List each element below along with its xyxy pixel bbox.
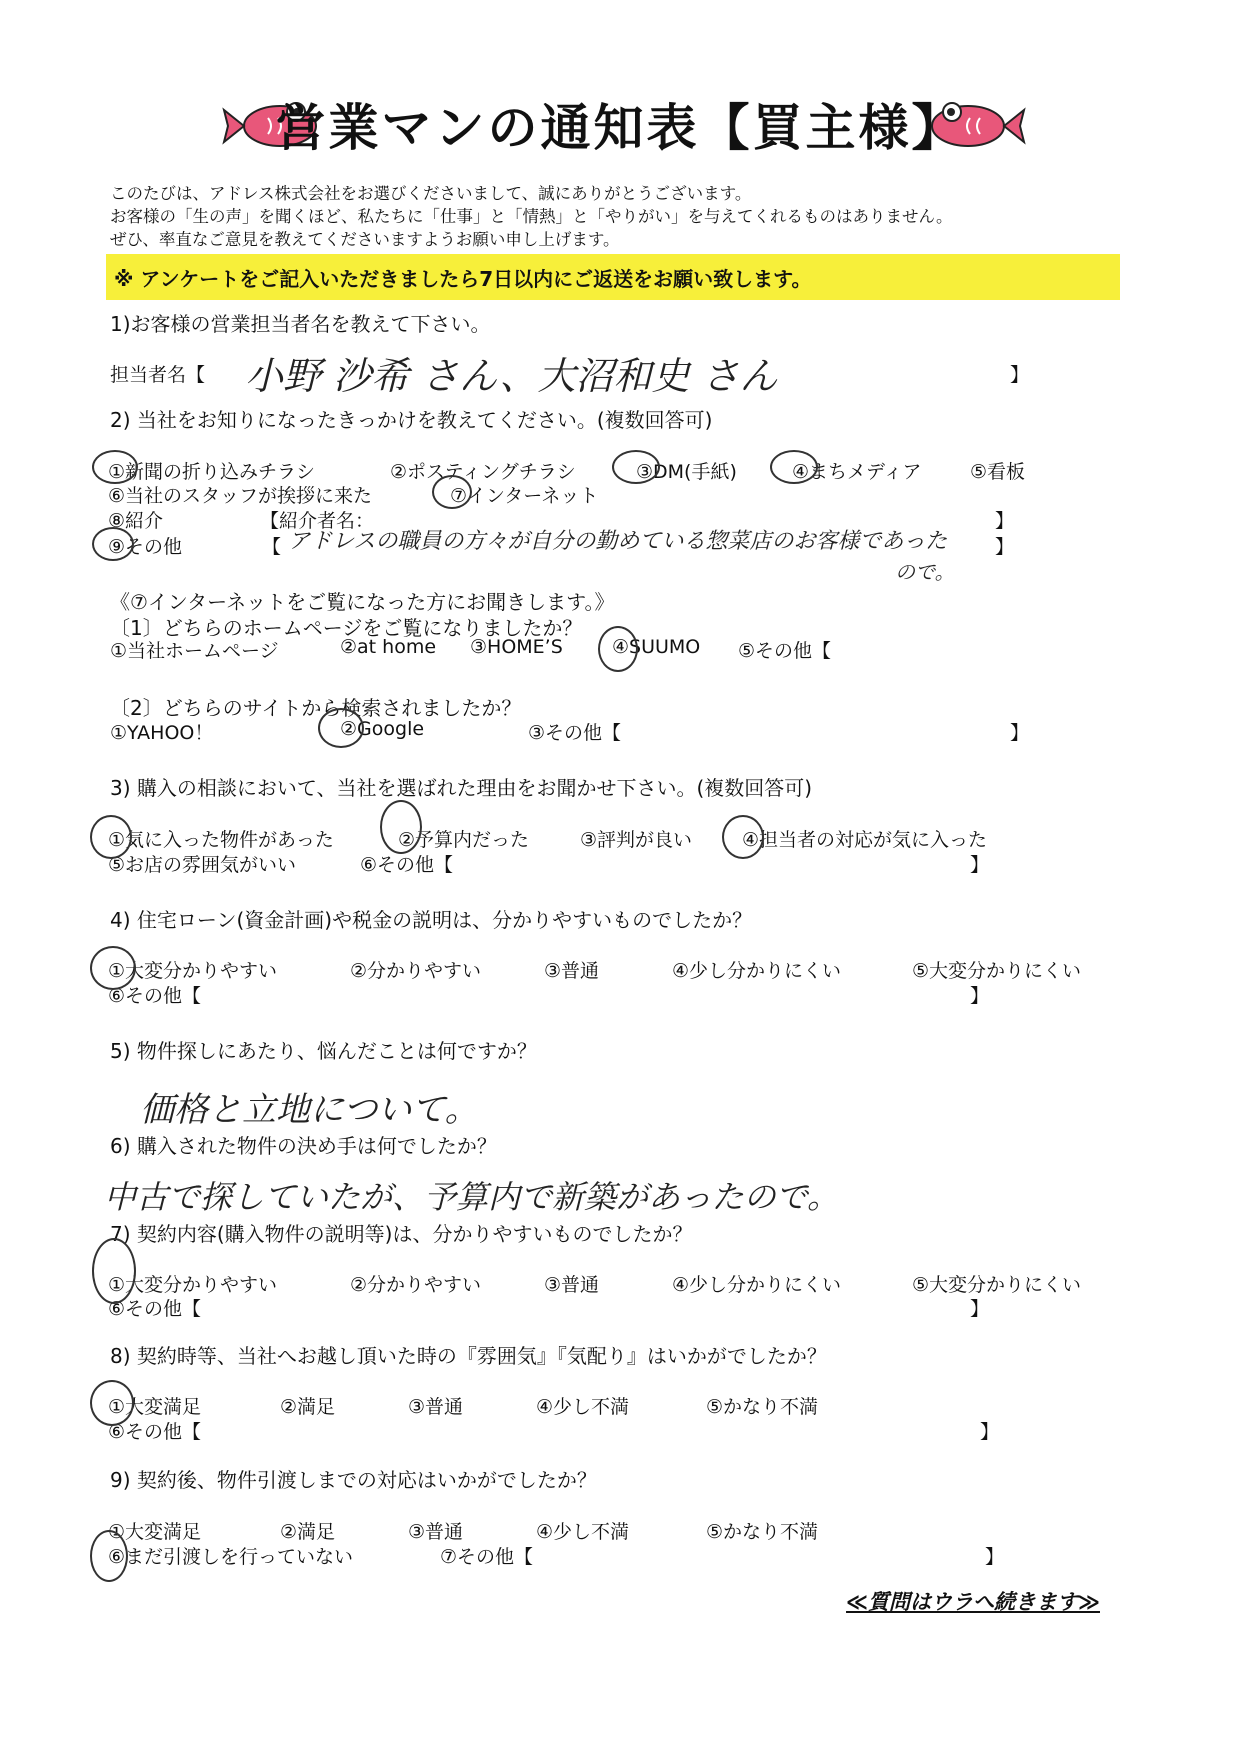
sub1-option-4: ④SUUMO [612, 636, 701, 658]
sub2-option-3: ③その他【 [528, 722, 622, 744]
q3-option-5: ⑤お店の雰囲気がいい [108, 854, 297, 876]
mark-q7-opt1 [92, 1238, 136, 1304]
q2-option-4: ④まちメディア [792, 461, 922, 483]
notice-band [106, 254, 1120, 300]
q4-option-6: ⑥その他【 [108, 985, 202, 1007]
q9-option-4: ④少し不満 [536, 1521, 630, 1543]
q7-question: 7) 契約内容(購入物件の説明等)は、分かりやすいものでしたか？ [110, 1222, 693, 1246]
q1-handwritten-answer: 小野 沙希 さん、大沼和史 さん [245, 354, 778, 398]
intro-line-3: ぜひ、率直なご意見を教えてくださいますようお願い申し上げます。 [110, 230, 620, 249]
q4-option-1: ①大変分かりやすい [108, 960, 278, 982]
q4-option-2: ②分かりやすい [350, 960, 482, 982]
q8-option-6: ⑥その他【 [108, 1421, 202, 1443]
q9-close: 】 [985, 1546, 1005, 1568]
q9-option-6: ⑥まだ引渡しを行っていない [108, 1546, 354, 1568]
q9-option-1: ①大変満足 [108, 1521, 202, 1543]
q2-handwritten-other: アドレスの職員の方々が自分の勤めている惣菜店のお客様であった [288, 529, 948, 554]
q3-option-1: ①気に入った物件があった [108, 829, 334, 851]
sub2-close: 】 [1010, 722, 1030, 744]
q7-close: 】 [970, 1298, 990, 1320]
q4-option-3: ③普通 [544, 960, 600, 982]
internet-sub1: 〔1〕どちらのホームページをご覧になりましたか？ [110, 616, 583, 640]
mark-q3-opt4 [722, 815, 764, 859]
q3-option-3: ③評判が良い [580, 829, 693, 851]
mark-q3-opt1 [90, 815, 132, 859]
q8-option-3: ③普通 [408, 1396, 464, 1418]
q9-option-5: ⑤かなり不満 [706, 1521, 819, 1543]
q4-option-5: ⑤大変分かりにくい [912, 960, 1082, 982]
q6-question: 6) 購入された物件の決め手は何でしたか？ [110, 1134, 497, 1158]
q2-option-7: ⑦インターネット [450, 485, 599, 507]
q4-close: 】 [970, 985, 990, 1007]
q7-option-1: ①大変分かりやすい [108, 1274, 278, 1296]
q2-option-3: ③DM(手紙) [636, 461, 737, 483]
q7-option-5: ⑤大変分かりにくい [912, 1274, 1082, 1296]
q2-option-1: ①新聞の折り込みチラシ [108, 461, 316, 483]
mark-q2-opt9 [92, 527, 134, 561]
q4-option-4: ④少し分かりにくい [672, 960, 842, 982]
q7-option-4: ④少し分かりにくい [672, 1274, 842, 1296]
q9-question: 9) 契約後、物件引渡しまでの対応はいかがでしたか？ [110, 1468, 597, 1492]
q8-close: 】 [980, 1421, 1000, 1443]
q2-other-open: 【 [262, 536, 282, 558]
q3-option-6: ⑥その他【 [360, 854, 454, 876]
q5-question: 5) 物件探しにあたり、悩んだことは何ですか？ [110, 1039, 537, 1063]
page-title: 営業マンの通知表【買主様】 [275, 99, 965, 157]
q2-option-2: ②ポスティングチラシ [390, 461, 576, 483]
mark-q2-opt4 [770, 450, 818, 484]
intro-line-1: このたびは、アドレス株式会社をお選びくださいまして、誠にありがとうございます。 [110, 184, 752, 203]
q2-option-6: ⑥当社のスタッフが挨拶に来た [108, 485, 373, 507]
q8-question: 8) 契約時等、当社へお越し頂いた時の『雰囲気』『気配り』はいかがでしたか？ [110, 1344, 827, 1368]
q3-option-2: ②予算内だった [398, 829, 530, 851]
mark-q2-opt3 [612, 450, 660, 484]
internet-sub2: 〔2〕どちらのサイトから検索されましたか？ [110, 696, 522, 720]
q2-handwritten-other-cont: ので。 [895, 560, 955, 584]
sub1-option-1: ①当社ホームページ [110, 640, 279, 662]
q8-option-1: ①大変満足 [108, 1396, 202, 1418]
continue-note: ≪質問はウラへ続きます≫ [846, 1590, 1100, 1614]
q2-referrer-label: 【紹介者名： [260, 510, 375, 532]
mark-q2-opt7 [432, 475, 472, 509]
q4-question: 4) 住宅ローン(資金計画)や税金の説明は、分かりやすいものでしたか？ [110, 908, 753, 932]
q7-option-2: ②分かりやすい [350, 1274, 482, 1296]
q2-referrer-close: 】 [995, 510, 1015, 532]
sub2-option-1: ①YAHOO！ [110, 722, 214, 744]
intro-line-2: お客様の「生の声」を聞くほど、私たちに「仕事」と「情熱」と「やりがい」を与えてくれるものはありません。 [110, 207, 953, 226]
q5-handwritten-answer: 価格と立地について。 [140, 1090, 479, 1130]
q3-question: 3) 購入の相談において、当社を選ばれた理由をお聞かせ下さい。(複数回答可) [110, 776, 813, 800]
q8-option-5: ⑤かなり不満 [706, 1396, 819, 1418]
sub2-option-2: ②Google [340, 718, 425, 740]
q2-question: 2) 当社をお知りになったきっかけを教えてください。(複数回答可) [110, 408, 713, 432]
q7-option-6: ⑥その他【 [108, 1298, 202, 1320]
q6-handwritten-answer: 中古で探していたが、予算内で新築があったので。 [104, 1178, 840, 1216]
q7-option-3: ③普通 [544, 1274, 600, 1296]
mark-q3-opt2 [380, 800, 422, 854]
mark-q2-opt1 [92, 450, 138, 484]
q9-option-7: ⑦その他【 [440, 1546, 534, 1568]
mark-q9-opt6 [90, 1530, 128, 1582]
q9-option-3: ③普通 [408, 1521, 464, 1543]
q8-option-4: ④少し不満 [536, 1396, 630, 1418]
q8-option-2: ②満足 [280, 1396, 336, 1418]
sub1-option-5: ⑤その他【 [738, 640, 832, 662]
sub1-option-3: ③HOME’S [470, 636, 563, 658]
q9-option-2: ②満足 [280, 1521, 336, 1543]
q2-other-close: 】 [995, 536, 1015, 558]
q1-close: 】 [1010, 364, 1030, 386]
notice-text: ※ アンケートをご記入いただきましたら7日以内にご返送をお願い致します。 [114, 267, 812, 291]
mark-sub1-opt4 [598, 626, 638, 672]
mark-q8-opt1 [90, 1380, 134, 1426]
q2-option-8: ⑧紹介 [108, 510, 164, 532]
q3-close: 】 [970, 854, 990, 876]
mark-q4-opt1 [90, 946, 136, 990]
q2-option-9: ⑨その他 [108, 536, 183, 558]
sub1-option-2: ②at home [340, 636, 437, 658]
q1-question: 1)お客様の営業担当者名を教えて下さい。 [110, 312, 491, 336]
internet-heading: 《⑦インターネットをご覧になった方にお聞きします。》 [110, 590, 615, 614]
q3-option-4: ④担当者の対応が気に入った [742, 829, 988, 851]
q2-option-5: ⑤看板 [970, 461, 1026, 483]
mark-sub2-opt2 [318, 708, 364, 748]
q1-label: 担当者名【 [110, 364, 206, 386]
